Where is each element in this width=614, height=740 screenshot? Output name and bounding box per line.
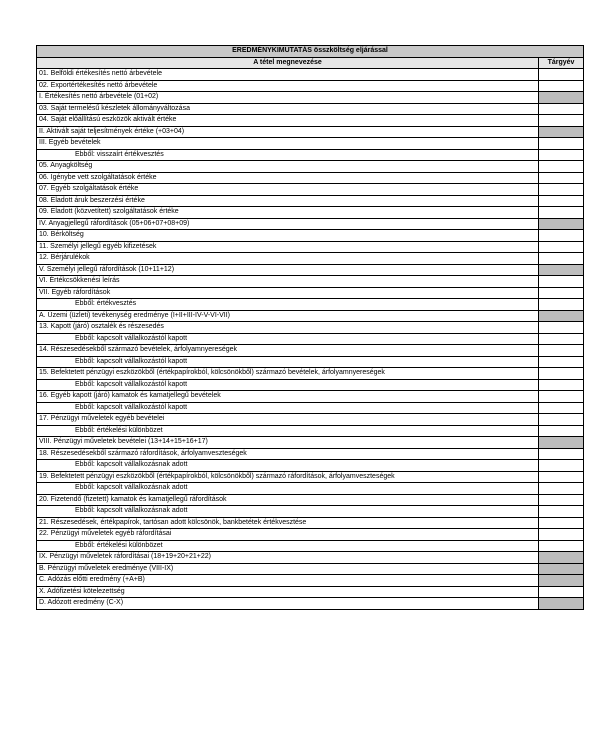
row-label: C. Adózás előtti eredmény (+A+B): [37, 575, 539, 586]
row-label: IX. Pénzügyi műveletek ráfordításai (18+19+20+21+22): [37, 552, 539, 563]
row-value-cell[interactable]: [539, 506, 583, 517]
table-row: [37, 460, 583, 472]
row-label: 21. Részesedések, értékpapírok, tartósan adott kölcsönök, bankbetétek értékvesztése: [37, 518, 539, 529]
table-row: [37, 219, 583, 231]
row-label: D. Adózott eredmény (C-X): [37, 598, 539, 609]
table-row: [37, 334, 583, 346]
row-label: VII. Egyéb ráfordítások: [37, 288, 539, 299]
row-value-cell: [539, 437, 583, 448]
row-value-cell: [539, 219, 583, 230]
row-value-cell: [539, 265, 583, 276]
table-row: [37, 345, 583, 357]
row-value-cell[interactable]: [539, 414, 583, 425]
row-label: 07. Egyéb szolgáltatások értéke: [37, 184, 539, 195]
row-label: V. Személyi jellegű ráfordítások (10+11+12): [37, 265, 539, 276]
row-value-cell[interactable]: [539, 449, 583, 460]
row-value-cell[interactable]: [539, 81, 583, 92]
row-label: 09. Eladott (közvetített) szolgáltatások értéke: [37, 207, 539, 218]
table-row: [37, 299, 583, 311]
row-label: Ebből: értékelési különbözet: [37, 541, 539, 552]
table-row: [37, 506, 583, 518]
column-header-current-year: Tárgyév: [539, 58, 583, 69]
row-value-cell: [539, 598, 583, 609]
table-row: [37, 552, 583, 564]
row-value-cell[interactable]: [539, 334, 583, 345]
table-row: [37, 242, 583, 254]
row-label: IV. Anyagjellegű ráfordítások (05+06+07+08+09): [37, 219, 539, 230]
row-value-cell: [539, 127, 583, 138]
row-value-cell[interactable]: [539, 541, 583, 552]
row-value-cell[interactable]: [539, 299, 583, 310]
row-value-cell[interactable]: [539, 242, 583, 253]
table-row: [37, 391, 583, 403]
row-value-cell[interactable]: [539, 380, 583, 391]
row-label: 10. Bérköltség: [37, 230, 539, 241]
row-value-cell[interactable]: [539, 483, 583, 494]
table-row: [37, 115, 583, 127]
table-row: [37, 483, 583, 495]
table-body: [37, 69, 583, 610]
row-label: B. Pénzügyi műveletek eredménye (VIII-IX): [37, 564, 539, 575]
table-row: [37, 196, 583, 208]
row-label: 03. Saját termelésű készletek állományváltozása: [37, 104, 539, 115]
row-value-cell[interactable]: [539, 426, 583, 437]
row-label: X. Adófizetési kötelezettség: [37, 587, 539, 598]
row-label: 22. Pénzügyi műveletek egyéb ráfordításai: [37, 529, 539, 540]
income-statement-table: [36, 45, 584, 610]
table-row: [37, 472, 583, 484]
row-value-cell: [539, 311, 583, 322]
row-label: 12. Bérjárulékok: [37, 253, 539, 264]
row-value-cell[interactable]: [539, 196, 583, 207]
table-row: [37, 81, 583, 93]
row-value-cell[interactable]: [539, 138, 583, 149]
table-row: [37, 495, 583, 507]
row-value-cell[interactable]: [539, 230, 583, 241]
table-row: [37, 357, 583, 369]
row-label: A. Üzemi (üzleti) tevékenység eredménye (I+II+III-IV-V-VI-VII): [37, 311, 539, 322]
row-label: Ebből: kapcsolt vállalkozásnak adott: [37, 483, 539, 494]
table-row: [37, 69, 583, 81]
row-label: Ebből: értékvesztés: [37, 299, 539, 310]
row-label: 18. Részesedésekből származó ráfordítások, árfolyamveszteségek: [37, 449, 539, 460]
table-row: [37, 253, 583, 265]
row-label: 16. Egyéb kapott (járó) kamatok és kamatjellegű bevételek: [37, 391, 539, 402]
row-label: 02. Exportértékesítés nettó árbevétele: [37, 81, 539, 92]
row-label: 06. Igénybe vett szolgáltatások értéke: [37, 173, 539, 184]
row-value-cell[interactable]: [539, 345, 583, 356]
table-title: EREDMÉNYKIMUTATÁS összköltség eljárással: [232, 47, 388, 54]
table-row: [37, 368, 583, 380]
table-row: [37, 564, 583, 576]
row-value-cell[interactable]: [539, 495, 583, 506]
row-label: 13. Kapott (járó) osztalék és részesedés: [37, 322, 539, 333]
row-label: Ebből: kapcsolt vállalkozástól kapott: [37, 403, 539, 414]
row-label: III. Egyéb bevételek: [37, 138, 539, 149]
table-row: [37, 575, 583, 587]
table-row: [37, 518, 583, 530]
row-label: 20. Fizetendő (fizetett) kamatok és kamatjellegű ráfordítások: [37, 495, 539, 506]
row-label: 17. Pénzügyi műveletek egyéb bevételei: [37, 414, 539, 425]
table-row: [37, 541, 583, 553]
table-row: [37, 288, 583, 300]
table-row: [37, 311, 583, 323]
row-label: Ebből: értékelési különbözet: [37, 426, 539, 437]
table-row: [37, 207, 583, 219]
row-label: I. Értékesítés nettó árbevétele (01+02): [37, 92, 539, 103]
row-value-cell[interactable]: [539, 403, 583, 414]
table-row: [37, 380, 583, 392]
table-row: [37, 104, 583, 116]
row-label: Ebből: kapcsolt vállalkozástól kapott: [37, 334, 539, 345]
row-value-cell[interactable]: [539, 322, 583, 333]
table-title-row: [37, 46, 583, 58]
row-value-cell[interactable]: [539, 104, 583, 115]
row-value-cell[interactable]: [539, 472, 583, 483]
column-header-item-name: A tétel megnevezése: [37, 58, 539, 69]
table-row: [37, 138, 583, 150]
row-value-cell[interactable]: [539, 460, 583, 471]
row-value-cell: [539, 92, 583, 103]
row-value-cell[interactable]: [539, 357, 583, 368]
table-row: [37, 184, 583, 196]
row-label: 14. Részesedésekből származó bevételek, árfolyamnyereségek: [37, 345, 539, 356]
row-value-cell: [539, 575, 583, 586]
row-value-cell[interactable]: [539, 587, 583, 598]
row-value-cell[interactable]: [539, 207, 583, 218]
table-row: [37, 529, 583, 541]
row-value-cell[interactable]: [539, 276, 583, 287]
row-label: Ebből: kapcsolt vállalkozásnak adott: [37, 506, 539, 517]
row-value-cell[interactable]: [539, 115, 583, 126]
row-value-cell[interactable]: [539, 529, 583, 540]
row-label: 08. Eladott áruk beszerzési értéke: [37, 196, 539, 207]
row-label: 15. Befektetett pénzügyi eszközökből (értékpapírokból, kölcsönökből) származó bevételek, árfolyamnyereségek: [37, 368, 539, 379]
table-row: [37, 587, 583, 599]
row-label: 11. Személyi jellegű egyéb kifizetések: [37, 242, 539, 253]
table-row: [37, 426, 583, 438]
row-label: Ebből: kapcsolt vállalkozástól kapott: [37, 380, 539, 391]
row-label: Ebből: kapcsolt vállalkozásnak adott: [37, 460, 539, 471]
table-row: [37, 598, 583, 610]
row-value-cell: [539, 564, 583, 575]
row-value-cell[interactable]: [539, 391, 583, 402]
table-row: [37, 322, 583, 334]
table-row: [37, 276, 583, 288]
row-value-cell[interactable]: [539, 253, 583, 264]
table-row: [37, 150, 583, 162]
row-label: 19. Befektetett pénzügyi eszközökből (értékpapírokból, kölcsönökből) származó ráfordítások, árfolyamveszteségek: [37, 472, 539, 483]
table-header-row: [37, 58, 583, 70]
row-value-cell[interactable]: [539, 288, 583, 299]
row-value-cell[interactable]: [539, 518, 583, 529]
row-label: 04. Saját előállítású eszközök aktivált értéke: [37, 115, 539, 126]
table-row: [37, 449, 583, 461]
table-row: [37, 127, 583, 139]
table-row: [37, 173, 583, 185]
row-label: VIII. Pénzügyi műveletek bevételei (13+14+15+16+17): [37, 437, 539, 448]
table-row: [37, 265, 583, 277]
row-value-cell[interactable]: [539, 150, 583, 161]
row-value-cell[interactable]: [539, 69, 583, 80]
row-value-cell[interactable]: [539, 161, 583, 172]
table-row: [37, 437, 583, 449]
table-row: [37, 403, 583, 415]
row-label: 01. Belföldi értékesítés nettó árbevétele: [37, 69, 539, 80]
row-label: VI. Értékcsökkenési leírás: [37, 276, 539, 287]
row-label: Ebből: kapcsolt vállalkozástól kapott: [37, 357, 539, 368]
row-label: II. Aktivált saját teljesítmények értéke (+03+04): [37, 127, 539, 138]
table-row: [37, 230, 583, 242]
row-label: 05. Anyagköltség: [37, 161, 539, 172]
row-value-cell: [539, 552, 583, 563]
table-row: [37, 92, 583, 104]
table-row: [37, 161, 583, 173]
row-label: Ebből: visszaírt értékvesztés: [37, 150, 539, 161]
row-value-cell[interactable]: [539, 368, 583, 379]
table-row: [37, 414, 583, 426]
row-value-cell[interactable]: [539, 173, 583, 184]
row-value-cell[interactable]: [539, 184, 583, 195]
